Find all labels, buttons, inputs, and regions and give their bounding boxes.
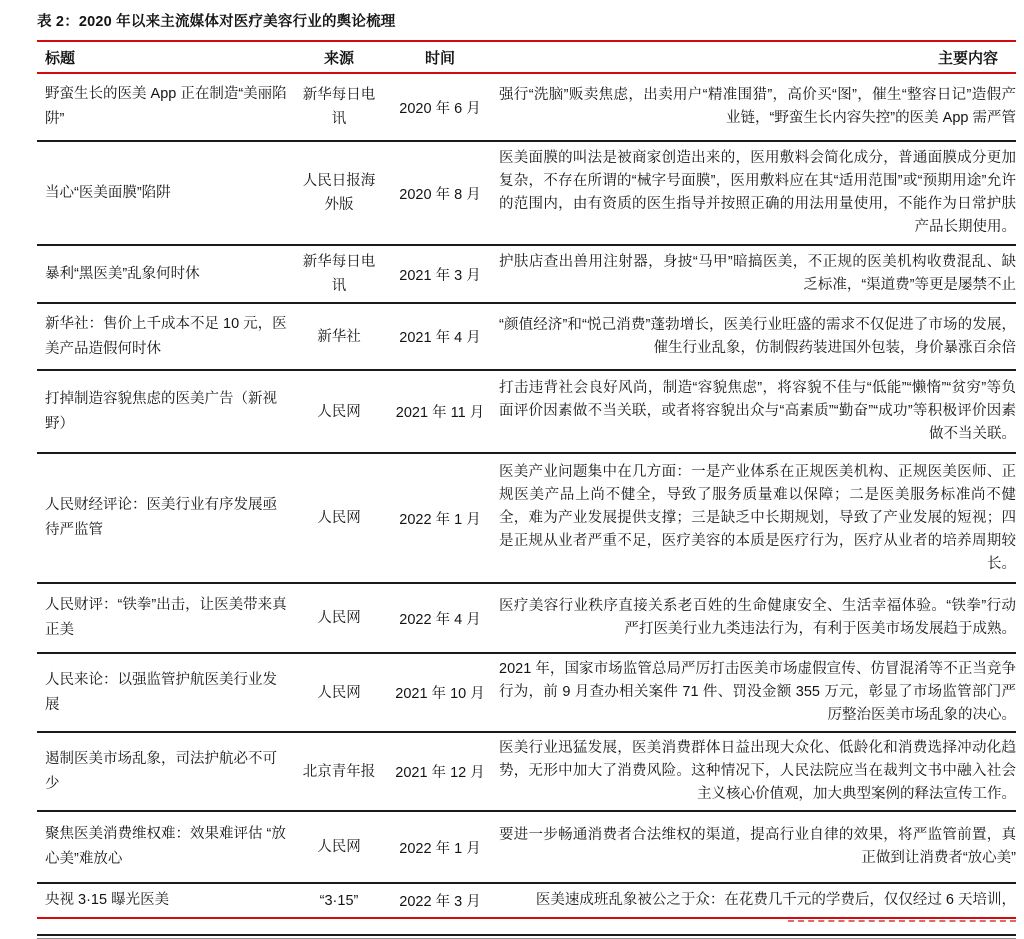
summary-cell: 强行“洗脑”贩卖焦虑，出卖用户“精准围猎”，高价买“图”，催生“整容日记”造假产业链，“野蛮生长内容失控”的医美 App 需严管 [499,87,1016,126]
article-title-cell: 当心“医美面膜”陷阱 [45,184,171,201]
table-row [37,244,1016,302]
date-cell: 2021 年 10 月 [395,686,485,702]
table-row [37,140,1016,244]
article-title-cell: 遏制医美市场乱象，司法护航必不可少 [45,750,277,792]
source-cell: 人民网 [317,684,361,701]
header-time: 时间 [424,49,455,67]
table-row [37,882,1016,917]
date-cell: 2022 年 4 月 [399,611,481,628]
source-cell: 人民日报海外版 [302,173,376,213]
date-cell: 2021 年 11 月 [395,405,485,421]
article-title-cell: 打掉制造容貌焦虑的医美广告（新视野） [45,390,277,432]
summary-cell: 2021 年，国家市场监管总局严厉打击医美市场虚假宣传、仿冒混淆等不正当竞争行为，前 9 月查办相关案件 71 件、罚没金额 355 万元，彰显了市场监管部门严厉整治医美市场乱象的决心。 [499,661,1016,723]
table-bottom-red-rule [37,917,1016,919]
table-header-row [37,42,1016,72]
media-opinion-table [37,8,1016,939]
article-title-cell: 新华社：售价上千成本不足 10 元，医美产品造假何时休 [45,315,287,357]
header-content: 主要内容 [937,49,998,67]
table-body [37,74,1016,917]
source-cell: 人民网 [317,610,361,626]
article-title-cell: 聚焦医美消费维权难：效果难评估 “放心美”难放心 [45,826,286,867]
table-row [37,369,1016,452]
article-title-cell: 人民财评：“铁拳”出击，让医美带来真正美 [45,597,287,638]
table-row [37,731,1016,810]
date-cell: 2022 年 1 月 [399,511,481,528]
table-row [37,652,1016,731]
summary-cell: 医疗美容行业秩序直接关系老百姓的生命健康安全、生活幸福体验。“铁拳”行动严打医美行业九类违法行为，有利于医美市场发展趋于成熟。 [499,598,1016,637]
source-cell: 新华社 [317,328,361,345]
red-dashed-annotation [788,920,1016,922]
summary-cell: 医美行业迅猛发展，医美消费群体日益出现大众化、低龄化和消费选择冲动化趋势，无形中加大了消费风险。这种情况下，人民法院应当在裁判文书中融入社会主义核心价值观，加大典型案例的释法宣传工作。 [499,740,1016,802]
date-cell: 2021 年 12 月 [395,765,485,781]
section-divider-line [37,934,1016,939]
header-source: 来源 [323,49,354,67]
date-cell: 2021 年 4 月 [399,330,481,346]
article-title-cell: 人民来论：以强监管护航医美行业发展 [45,671,277,713]
table-caption: 表 2：2020 年以来主流媒体对医疗美容行业的舆论梳理 [37,14,396,30]
table-row [37,302,1016,369]
summary-cell: 医美产业问题集中在几方面：一是产业体系在正规医美机构、正规医美医师、正规医美产品上尚不健全，导致了服务质量难以保障；二是医美服务标准尚不健全，难为产业发展提供支撑；三是缺乏中长期规划，导致了产业发展的短视；四是正规从业者严重不足，医疗美容的本质是医疗行为，医疗从业者的培养周期较长。 [499,463,1016,572]
header-title: 标题 [45,49,76,67]
source-cell: “3·15” [319,892,359,909]
source-cell: 人民网 [317,510,361,526]
article-title-cell: 人民财经评论：医美行业有序发展亟待严监管 [45,497,277,538]
date-cell: 2020 年 6 月 [399,100,481,117]
summary-cell: 医美速成班乱象被公之于众：在花费几千元的学费后，仅仅经过 6 天培训， [535,892,1016,908]
table-row [37,74,1016,140]
table-row [37,452,1016,582]
source-cell: 北京青年报 [302,763,376,780]
source-cell: 人民网 [317,403,361,420]
date-cell: 2021 年 3 月 [399,267,481,284]
article-title-cell: 野蛮生长的医美 App 正在制造“美丽陷阱” [45,86,287,127]
summary-cell: 要进一步畅通消费者合法维权的渠道，提高行业自律的效果，将严监管前置，真正做到让消费者“放心美” [499,827,1016,866]
summary-cell: 护肤店查出兽用注射器，身披“马甲”暗搞医美，不正规的医美机构收费混乱、缺乏标准，“渠道费”等更是屡禁不止 [499,254,1016,293]
table-row [37,582,1016,652]
summary-cell: “颜值经济”和“悦己消费”蓬勃增长，医美行业旺盛的需求不仅促进了市场的发展，催生行业乱象，仿制假药装进国外包装，身价暴涨百余倍 [499,316,1016,356]
summary-cell: 打击违背社会良好风尚，制造“容貌焦虑”，将容貌不佳与“低能”“懒惰”“贫穷”等负面评价因素做不当关联，或者将容貌出众与“高素质”“勤奋”“成功”等积极评价因素做不当关联。 [499,380,1016,442]
date-cell: 2022 年 3 月 [399,894,481,910]
article-title-cell: 暴利“黑医美”乱象何时休 [45,265,200,282]
article-title-cell: 央视 3·15 曝光医美 [45,892,170,908]
source-cell: 人民网 [317,839,361,855]
date-cell: 2020 年 8 月 [399,186,481,203]
table-row [37,810,1016,882]
source-cell: 新华每日电讯 [302,254,376,294]
date-cell: 2022 年 1 月 [399,840,481,857]
source-cell: 新华每日电讯 [302,87,376,127]
summary-cell: 医美面膜的叫法是被商家创造出来的，医用敷料会简化成分，普通面膜成分更加复杂，不存在所谓的“械字号面膜”，医用敷料应在其“适用范围”或“预期用途”允许的范围内，由有资质的医生指导并按照正确的用法用量使用，不能作为日常护肤产品长期使用。 [499,150,1016,235]
